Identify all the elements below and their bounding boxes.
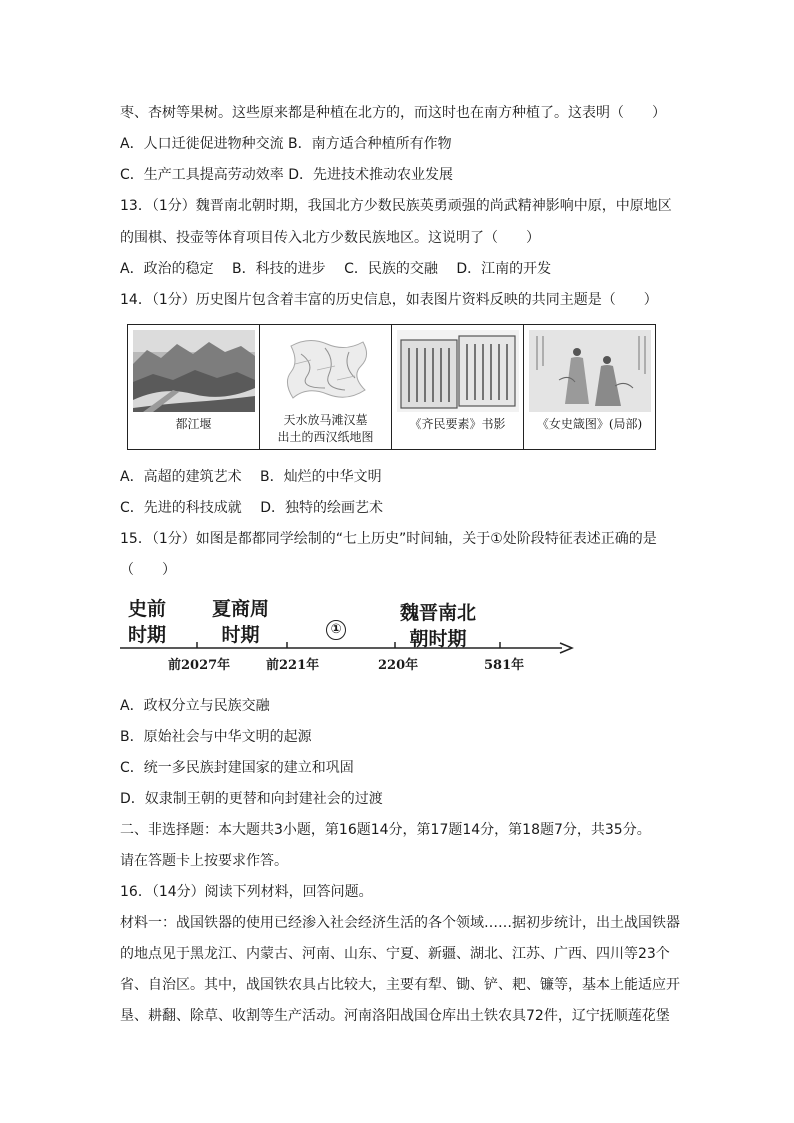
q14-option-c: C．先进的科技成就 <box>120 500 242 516</box>
q14-cell-paper-map <box>260 325 392 449</box>
caption-dujiangyan: 都江堰 <box>175 417 212 431</box>
q16-material-line-4: 垦、耕翻、除草、收割等生产活动。河南洛阳战国仓库出土铁农具72件，辽宁抚顺莲花堡 <box>120 1008 670 1024</box>
q13-options <box>120 259 551 279</box>
q14-option-b: B．灿烂的中华文明 <box>260 469 382 485</box>
section-2-heading-line-2: 请在答题卡上按要求作答。 <box>120 853 288 869</box>
q14-stem: 14．（1分）历史图片包含着丰富的历史信息，如表图片资料反映的共同主题是（ ） <box>120 292 658 308</box>
timeline-date-4: 581年 <box>484 658 525 673</box>
q14-cell-dujiangyan <box>128 325 260 449</box>
q14-cell-nushizhen <box>524 325 655 449</box>
caption-paper-map-2: 出土的西汉纸地图 <box>277 430 374 444</box>
q16-stem: 16．（14分）阅读下列材料，回答问题。 <box>120 884 373 900</box>
timeline-period-wei-jin: 魏晋南北 朝时期 <box>400 602 477 650</box>
q14-options-cd <box>120 498 383 518</box>
q14-option-d: D．独特的绘画艺术 <box>260 500 384 516</box>
section-2-heading-line-1: 二、非选择题：本大题共3小题，第16题14分，第17题14分，第18题7分，共35分。 <box>120 822 651 838</box>
timeline-date-2: 前221年 <box>266 658 320 673</box>
dujiangyan-photo <box>133 330 255 412</box>
q16-material-line-1: 材料一：战国铁器的使用已经渗入社会经济生活的各个领域……据初步统计，出土战国铁器 <box>120 915 680 931</box>
q16-material-line-3: 省、自治区。其中，战国铁农具占比较大，主要有犁、锄、铲、耙、镰等，基本上能适应开 <box>120 977 680 993</box>
caption-qiminyaoshu: 《齐民要素》书影 <box>409 417 506 431</box>
q13-option-d: D．江南的开发 <box>456 261 552 277</box>
qiminyaoshu-book-image <box>397 330 519 412</box>
q15-option-a: A．政权分立与民族交融 <box>120 698 270 714</box>
q14-options-ab <box>120 467 382 487</box>
q15-timeline <box>120 590 580 680</box>
q14-image-table <box>127 324 656 450</box>
timeline-period-xia-shang-zhou: 夏商周 时期 <box>212 598 270 646</box>
q12-continuation: 枣、杏树等果树。这些原来都是种植在北方的，而这时也在南方种植了。这表明（ ） <box>120 105 666 121</box>
q15-option-c: C．统一多民族封建国家的建立和巩固 <box>120 760 354 776</box>
timeline-period-prehistoric: 史前 时期 <box>128 598 167 646</box>
q15-stem-line-2: （ ） <box>120 562 176 578</box>
timeline-date-1: 前2027年 <box>168 658 231 673</box>
paper-map-image <box>265 330 387 412</box>
q15-option-b: B．原始社会与中华文明的起源 <box>120 729 312 745</box>
q15-option-d: D．奴隶制王朝的更替和向封建社会的过渡 <box>120 791 383 807</box>
q13-stem-line-1: 13．（1分）魏晋南北朝时期，我国北方少数民族英勇顽强的尚武精神影响中原，中原地区 <box>120 198 672 214</box>
q14-cell-qiminyaoshu <box>392 325 524 449</box>
q12-options-cd: C．生产工具提高劳动效率 D．先进技术推动农业发展 <box>120 167 454 183</box>
q13-stem-line-2: 的围棋、投壶等体育项目传入北方少数民族地区。这说明了（ ） <box>120 230 540 246</box>
q14-option-a: A．高超的建筑艺术 <box>120 469 242 485</box>
caption-paper-map-1: 天水放马滩汉墓 <box>283 413 368 427</box>
timeline-marker-1: ① <box>326 620 346 640</box>
nushizhen-painting-image <box>529 330 651 412</box>
q15-stem-line-1: 15．（1分）如图是都都同学绘制的“七上历史”时间轴，关于①处阶段特征表述正确的是 <box>120 531 657 547</box>
q13-option-c: C．民族的交融 <box>344 261 438 277</box>
caption-nushizhen: 《女史箴图》(局部) <box>536 417 643 431</box>
q16-material-line-2: 的地点见于黑龙江、内蒙古、河南、山东、宁夏、新疆、湖北、江苏、广西、四川等23个 <box>120 946 670 962</box>
timeline-date-3: 220年 <box>378 658 419 673</box>
q13-option-a: A．政治的稳定 <box>120 261 214 277</box>
q12-options-ab: A．人口迁徙促进物种交流 B．南方适合种植所有作物 <box>120 136 452 152</box>
q13-option-b: B．科技的进步 <box>232 261 326 277</box>
